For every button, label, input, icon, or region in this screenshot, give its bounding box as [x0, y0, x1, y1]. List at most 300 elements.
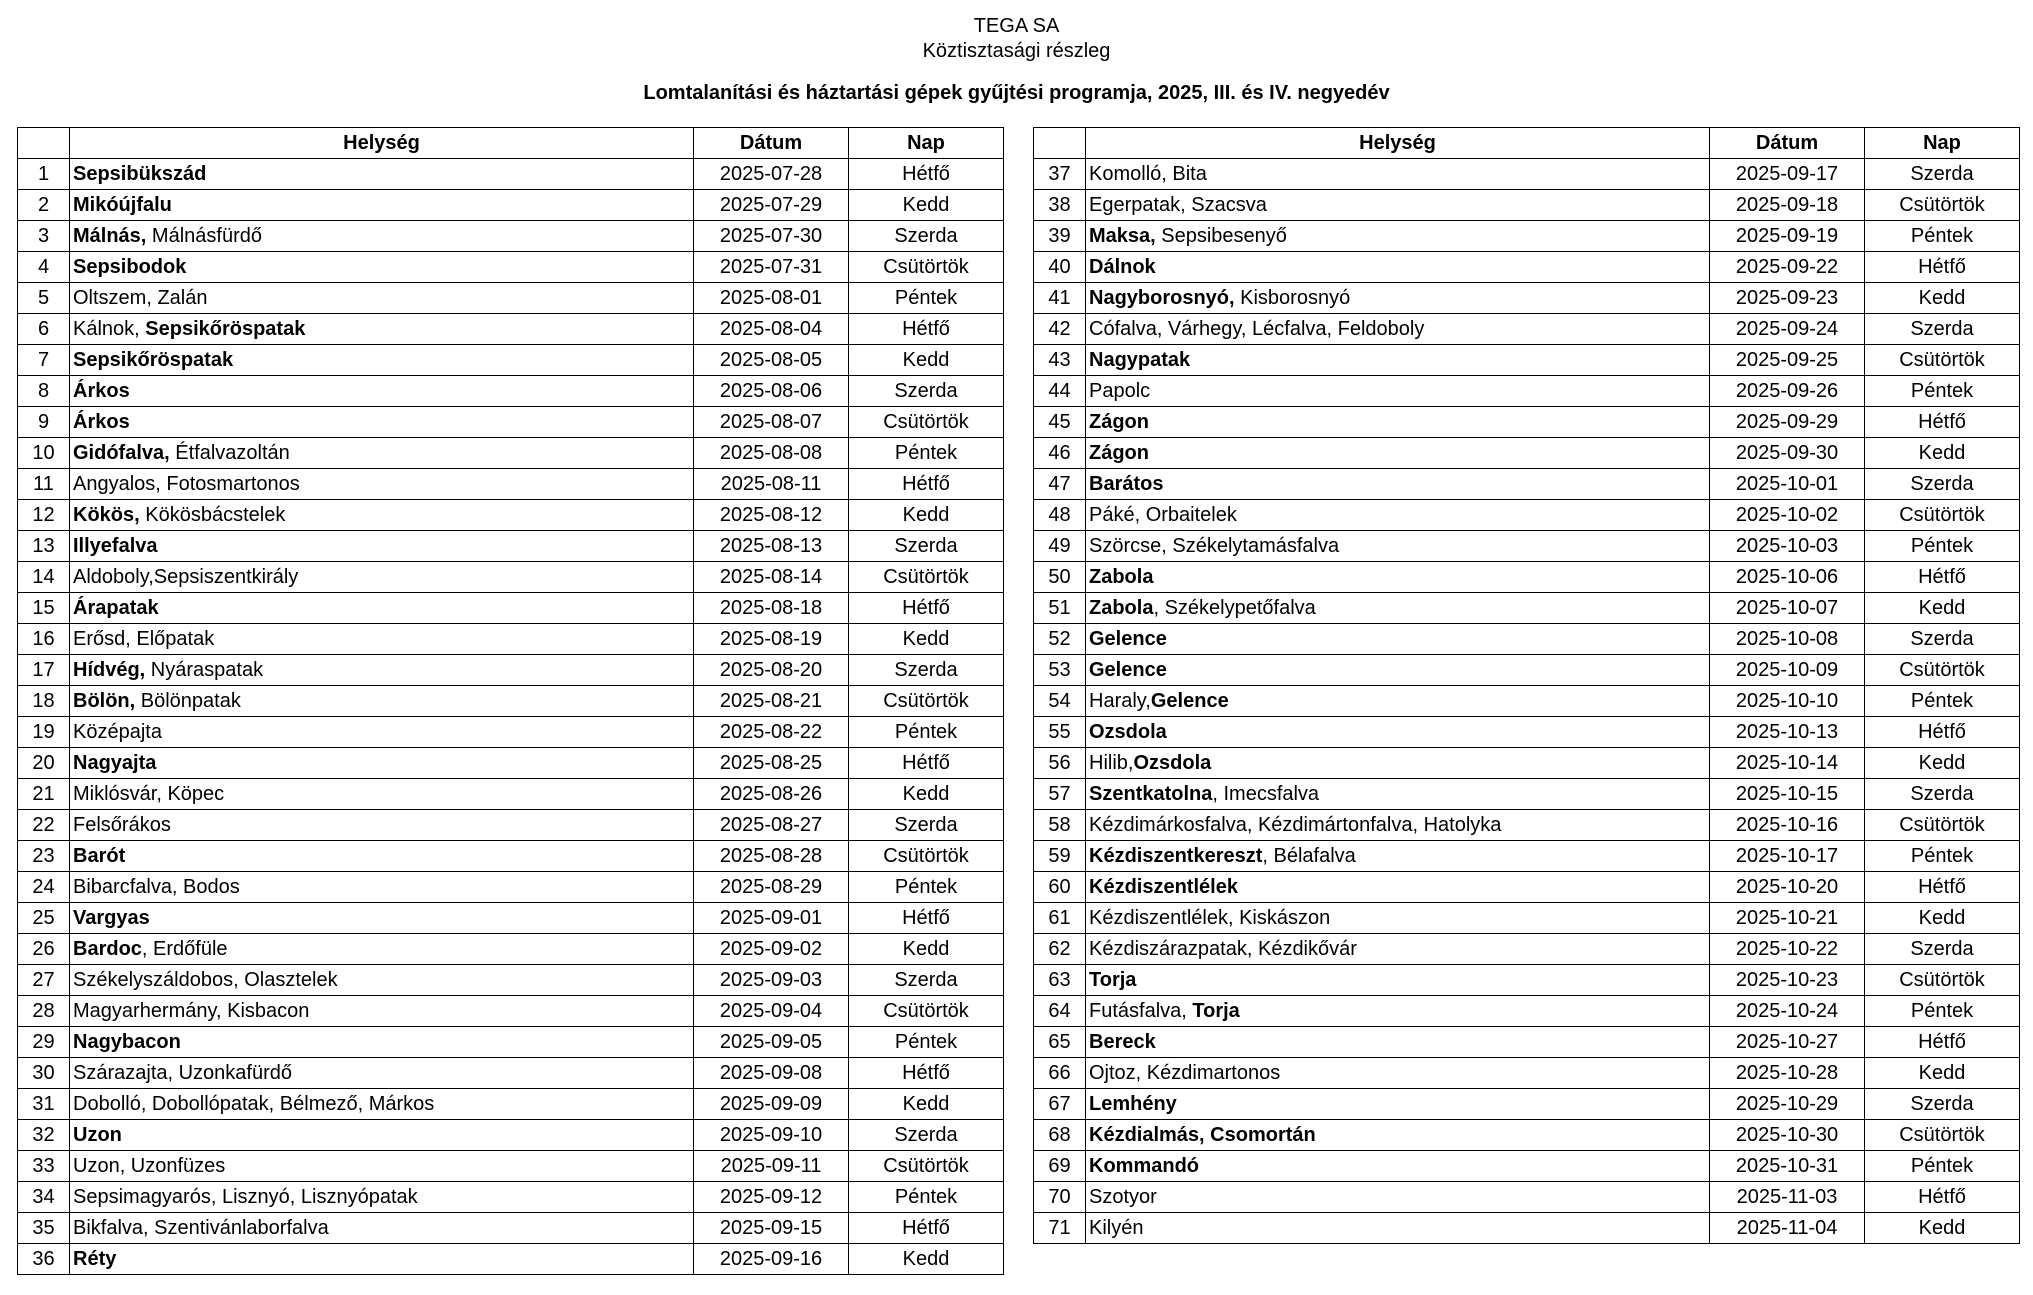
table-row [1034, 593, 2020, 624]
day-cell: Csütörtök [849, 252, 1004, 283]
place-cell [1086, 903, 1710, 934]
date-cell: 2025-09-22 [1710, 252, 1865, 283]
date-cell: 2025-08-01 [694, 283, 849, 314]
day-cell: Szerda [1865, 624, 2020, 655]
column-header-number [1034, 128, 1086, 159]
place-cell [1086, 872, 1710, 903]
row-number: 71 [1034, 1213, 1086, 1244]
table-row [18, 841, 1004, 872]
date-cell: 2025-07-28 [694, 159, 849, 190]
place-name-bold: Kommandó [1089, 1154, 1199, 1177]
place-cell [1086, 159, 1710, 190]
schedule-rows-right [1034, 159, 2020, 1244]
date-cell: 2025-09-25 [1710, 345, 1865, 376]
table-row [18, 717, 1004, 748]
day-cell: Szerda [849, 531, 1004, 562]
place-name: , Imecsfalva [1212, 782, 1320, 805]
date-cell: 2025-10-01 [1710, 469, 1865, 500]
date-cell: 2025-09-18 [1710, 190, 1865, 221]
table-row [18, 221, 1004, 252]
place-name: Nyáraspatak [145, 658, 264, 681]
date-cell: 2025-07-30 [694, 221, 849, 252]
column-header-place: Helység [1086, 128, 1710, 159]
table-row [18, 252, 1004, 283]
place-name-bold: Barátos [1089, 472, 1164, 495]
place-name: Kézdiszentlélek, Kiskászon [1089, 906, 1331, 929]
row-number: 59 [1034, 841, 1086, 872]
place-cell [1086, 779, 1710, 810]
place-name-bold: Hídvég, [73, 658, 146, 681]
place-cell [1086, 624, 1710, 655]
place-name: Étfalvazoltán [169, 441, 290, 464]
date-cell: 2025-09-10 [694, 1120, 849, 1151]
place-name: Kilyén [1089, 1216, 1144, 1239]
place-cell [1086, 1058, 1710, 1089]
place-name-bold: Mikóújfalu [73, 193, 172, 216]
row-number: 68 [1034, 1120, 1086, 1151]
row-number: 39 [1034, 221, 1086, 252]
place-cell [1086, 996, 1710, 1027]
place-name: Aldoboly,Sepsiszentkirály [73, 565, 299, 588]
place-cell [1086, 345, 1710, 376]
row-number: 20 [18, 748, 70, 779]
place-name: Dobolló, Dobollópatak, Bélmező, Márkos [73, 1092, 435, 1115]
table-row [18, 624, 1004, 655]
place-name: Bölönpatak [135, 689, 241, 712]
place-cell [1086, 965, 1710, 996]
row-number: 66 [1034, 1058, 1086, 1089]
place-cell [70, 345, 694, 376]
column-header-day: Nap [849, 128, 1004, 159]
day-cell: Péntek [849, 438, 1004, 469]
day-cell: Péntek [1865, 686, 2020, 717]
place-name: Kökösbácstelek [139, 503, 286, 526]
place-name: Sepsibesenyő [1155, 224, 1287, 247]
place-cell [70, 221, 694, 252]
date-cell: 2025-10-20 [1710, 872, 1865, 903]
place-cell [1086, 314, 1710, 345]
day-cell: Kedd [1865, 748, 2020, 779]
place-name: Futásfalva, [1089, 999, 1193, 1022]
table-row [1034, 345, 2020, 376]
place-name: Ojtoz, Kézdimartonos [1089, 1061, 1281, 1084]
row-number: 45 [1034, 407, 1086, 438]
place-name: Egerpatak, Szacsva [1089, 193, 1267, 216]
place-name: Páké, Orbaitelek [1089, 503, 1237, 526]
place-name-bold: Nagyborosnyó, [1089, 286, 1235, 309]
row-number: 35 [18, 1213, 70, 1244]
place-name-bold: Gelence [1089, 627, 1167, 650]
date-cell: 2025-10-13 [1710, 717, 1865, 748]
day-cell: Péntek [1865, 531, 2020, 562]
row-number: 8 [18, 376, 70, 407]
table-row [18, 996, 1004, 1027]
row-number: 1 [18, 159, 70, 190]
date-cell: 2025-11-03 [1710, 1182, 1865, 1213]
date-cell: 2025-10-30 [1710, 1120, 1865, 1151]
row-number: 69 [1034, 1151, 1086, 1182]
day-cell: Kedd [1865, 1213, 2020, 1244]
row-number: 21 [18, 779, 70, 810]
row-number: 52 [1034, 624, 1086, 655]
date-cell: 2025-10-27 [1710, 1027, 1865, 1058]
day-cell: Kedd [1865, 593, 2020, 624]
place-cell [1086, 1089, 1710, 1120]
day-cell: Hétfő [1865, 717, 2020, 748]
row-number: 37 [1034, 159, 1086, 190]
table-row [18, 500, 1004, 531]
place-cell [70, 965, 694, 996]
row-number: 22 [18, 810, 70, 841]
place-cell [1086, 531, 1710, 562]
table-row [1034, 1089, 2020, 1120]
date-cell: 2025-09-15 [694, 1213, 849, 1244]
table-row [18, 469, 1004, 500]
day-cell: Hétfő [849, 748, 1004, 779]
place-name: Haraly, [1089, 689, 1151, 712]
place-cell [70, 779, 694, 810]
row-number: 42 [1034, 314, 1086, 345]
date-cell: 2025-08-29 [694, 872, 849, 903]
table-row [18, 903, 1004, 934]
day-cell: Péntek [1865, 1151, 2020, 1182]
day-cell: Hétfő [849, 1058, 1004, 1089]
date-cell: 2025-09-26 [1710, 376, 1865, 407]
place-cell [70, 1058, 694, 1089]
place-cell [1086, 1213, 1710, 1244]
place-cell [1086, 934, 1710, 965]
day-cell: Csütörtök [849, 996, 1004, 1027]
date-cell: 2025-09-01 [694, 903, 849, 934]
place-cell [70, 283, 694, 314]
table-row [18, 1058, 1004, 1089]
table-row [18, 748, 1004, 779]
day-cell: Hétfő [1865, 872, 2020, 903]
table-row [18, 376, 1004, 407]
place-name-bold: Gelence [1089, 658, 1167, 681]
place-cell [70, 1213, 694, 1244]
table-row [18, 593, 1004, 624]
table-row [18, 810, 1004, 841]
place-cell [70, 717, 694, 748]
table-row [18, 934, 1004, 965]
place-name: Sepsimagyarós, Lisznyó, Lisznyópatak [73, 1185, 418, 1208]
place-name: Kézdimárkosfalva, Kézdimártonfalva, Hatolyka [1089, 813, 1502, 836]
place-name-bold: Kökös, [73, 503, 140, 526]
row-number: 2 [18, 190, 70, 221]
place-name: Szárazajta, Uzonkafürdő [73, 1061, 293, 1084]
place-name: Angyalos, Fotosmartonos [73, 472, 300, 495]
date-cell: 2025-08-04 [694, 314, 849, 345]
table-row [18, 1244, 1004, 1275]
place-name-bold: Zabola [1089, 565, 1154, 588]
row-number: 7 [18, 345, 70, 376]
column-header-date: Dátum [1710, 128, 1865, 159]
day-cell: Péntek [849, 1182, 1004, 1213]
place-cell [70, 376, 694, 407]
place-cell [1086, 283, 1710, 314]
place-cell [70, 252, 694, 283]
place-cell [1086, 593, 1710, 624]
row-number: 5 [18, 283, 70, 314]
place-name-bold: Dálnok [1089, 255, 1156, 278]
date-cell: 2025-10-31 [1710, 1151, 1865, 1182]
date-cell: 2025-08-13 [694, 531, 849, 562]
date-cell: 2025-09-19 [1710, 221, 1865, 252]
table-row [18, 190, 1004, 221]
date-cell: 2025-09-12 [694, 1182, 849, 1213]
row-number: 30 [18, 1058, 70, 1089]
table-row [1034, 655, 2020, 686]
day-cell: Hétfő [1865, 252, 2020, 283]
place-cell [70, 469, 694, 500]
row-number: 67 [1034, 1089, 1086, 1120]
place-name: Kisborosnyó [1234, 286, 1351, 309]
row-number: 60 [1034, 872, 1086, 903]
place-name-bold: Ozsdola [1133, 751, 1212, 774]
row-number: 3 [18, 221, 70, 252]
schedule-rows-left [18, 159, 1004, 1275]
place-cell [1086, 841, 1710, 872]
row-number: 16 [18, 624, 70, 655]
place-cell [70, 531, 694, 562]
date-cell: 2025-10-17 [1710, 841, 1865, 872]
date-cell: 2025-08-07 [694, 407, 849, 438]
place-name: Szotyor [1089, 1185, 1157, 1208]
place-cell [70, 314, 694, 345]
day-cell: Péntek [1865, 841, 2020, 872]
place-name: Hilib, [1089, 751, 1134, 774]
table-row [1034, 531, 2020, 562]
day-cell: Csütörtök [849, 686, 1004, 717]
day-cell: Csütörtök [1865, 500, 2020, 531]
date-cell: 2025-10-24 [1710, 996, 1865, 1027]
place-name: Bikfalva, Szentivánlaborfalva [73, 1216, 329, 1239]
place-cell [1086, 407, 1710, 438]
table-row [1034, 221, 2020, 252]
place-name-bold: Illyefalva [73, 534, 158, 557]
day-cell: Szerda [1865, 314, 2020, 345]
day-cell: Péntek [1865, 221, 2020, 252]
row-number: 33 [18, 1151, 70, 1182]
row-number: 47 [1034, 469, 1086, 500]
date-cell: 2025-08-05 [694, 345, 849, 376]
day-cell: Csütörtök [849, 562, 1004, 593]
table-row [1034, 996, 2020, 1027]
day-cell: Csütörtök [849, 407, 1004, 438]
day-cell: Szerda [849, 376, 1004, 407]
date-cell: 2025-10-16 [1710, 810, 1865, 841]
date-cell: 2025-08-11 [694, 469, 849, 500]
date-cell: 2025-10-08 [1710, 624, 1865, 655]
row-number: 13 [18, 531, 70, 562]
place-name-bold: Kézdiszentkereszt [1089, 844, 1263, 867]
date-cell: 2025-09-04 [694, 996, 849, 1027]
day-cell: Csütörtök [1865, 1120, 2020, 1151]
row-number: 55 [1034, 717, 1086, 748]
place-name-bold: Sepsikőröspatak [73, 348, 234, 371]
row-number: 62 [1034, 934, 1086, 965]
row-number: 10 [18, 438, 70, 469]
row-number: 6 [18, 314, 70, 345]
row-number: 34 [18, 1182, 70, 1213]
date-cell: 2025-09-09 [694, 1089, 849, 1120]
place-cell [70, 1151, 694, 1182]
place-name-bold: Árkos [73, 379, 130, 402]
place-cell [70, 407, 694, 438]
place-name-bold: Árapatak [73, 596, 159, 619]
date-cell: 2025-09-23 [1710, 283, 1865, 314]
day-cell: Kedd [1865, 903, 2020, 934]
row-number: 24 [18, 872, 70, 903]
place-name: Komolló, Bita [1089, 162, 1207, 185]
place-cell [1086, 469, 1710, 500]
place-name-bold: Zabola [1089, 596, 1154, 619]
row-number: 63 [1034, 965, 1086, 996]
date-cell: 2025-08-20 [694, 655, 849, 686]
day-cell: Szerda [849, 810, 1004, 841]
place-cell [70, 1182, 694, 1213]
day-cell: Szerda [1865, 159, 2020, 190]
row-number: 29 [18, 1027, 70, 1058]
place-cell [70, 500, 694, 531]
date-cell: 2025-09-08 [694, 1058, 849, 1089]
day-cell: Hétfő [849, 903, 1004, 934]
place-cell [1086, 686, 1710, 717]
day-cell: Szerda [849, 965, 1004, 996]
table-row [18, 283, 1004, 314]
table-row [1034, 1027, 2020, 1058]
place-name-bold: Bölön, [73, 689, 136, 712]
row-number: 18 [18, 686, 70, 717]
place-name: Kézdiszárazpatak, Kézdikővár [1089, 937, 1357, 960]
date-cell: 2025-08-18 [694, 593, 849, 624]
row-number: 70 [1034, 1182, 1086, 1213]
row-number: 54 [1034, 686, 1086, 717]
date-cell: 2025-10-21 [1710, 903, 1865, 934]
place-name-bold: Szentkatolna [1089, 782, 1213, 805]
table-row [18, 345, 1004, 376]
row-number: 28 [18, 996, 70, 1027]
table-row [1034, 159, 2020, 190]
place-cell [70, 190, 694, 221]
place-name: , Erdőfüle [141, 937, 228, 960]
day-cell: Csütörtök [849, 841, 1004, 872]
table-row [1034, 1120, 2020, 1151]
place-cell [1086, 655, 1710, 686]
date-cell: 2025-10-15 [1710, 779, 1865, 810]
place-cell [1086, 252, 1710, 283]
row-number: 57 [1034, 779, 1086, 810]
day-cell: Szerda [849, 1120, 1004, 1151]
row-number: 31 [18, 1089, 70, 1120]
table-row [18, 1120, 1004, 1151]
column-header-date: Dátum [694, 128, 849, 159]
table-header-row [1034, 128, 2020, 159]
day-cell: Kedd [849, 934, 1004, 965]
date-cell: 2025-08-27 [694, 810, 849, 841]
place-cell [1086, 190, 1710, 221]
place-cell [1086, 1120, 1710, 1151]
day-cell: Csütörtök [1865, 190, 2020, 221]
place-name-bold: Zágon [1089, 410, 1149, 433]
day-cell: Hétfő [1865, 1027, 2020, 1058]
place-cell [1086, 748, 1710, 779]
row-number: 43 [1034, 345, 1086, 376]
row-number: 61 [1034, 903, 1086, 934]
place-name-bold: Kézdialmás, Csomortán [1089, 1123, 1316, 1146]
column-header-number [18, 128, 70, 159]
row-number: 40 [1034, 252, 1086, 283]
table-row [1034, 903, 2020, 934]
table-row [1034, 841, 2020, 872]
place-name-bold: Bardoc [73, 937, 142, 960]
row-number: 17 [18, 655, 70, 686]
date-cell: 2025-09-03 [694, 965, 849, 996]
place-name-bold: Nagybacon [73, 1030, 181, 1053]
table-row [18, 965, 1004, 996]
date-cell: 2025-09-02 [694, 934, 849, 965]
place-cell [70, 686, 694, 717]
table-row [1034, 934, 2020, 965]
table-row [18, 872, 1004, 903]
place-name: Középajta [73, 720, 162, 743]
table-row [18, 1089, 1004, 1120]
row-number: 12 [18, 500, 70, 531]
row-number: 4 [18, 252, 70, 283]
place-name-bold: Ozsdola [1089, 720, 1167, 743]
place-name: Cófalva, Várhegy, Lécfalva, Feldoboly [1089, 317, 1425, 340]
date-cell: 2025-10-14 [1710, 748, 1865, 779]
place-name: Székelyszáldobos, Olasztelek [73, 968, 338, 991]
table-row [1034, 500, 2020, 531]
table-row [1034, 376, 2020, 407]
day-cell: Szerda [849, 221, 1004, 252]
company-name: TEGA SA [973, 15, 1060, 37]
row-number: 46 [1034, 438, 1086, 469]
place-cell [70, 748, 694, 779]
row-number: 51 [1034, 593, 1086, 624]
day-cell: Szerda [1865, 934, 2020, 965]
day-cell: Péntek [849, 283, 1004, 314]
date-cell: 2025-08-19 [694, 624, 849, 655]
day-cell: Kedd [849, 624, 1004, 655]
place-cell [1086, 438, 1710, 469]
row-number: 49 [1034, 531, 1086, 562]
date-cell: 2025-10-06 [1710, 562, 1865, 593]
row-number: 64 [1034, 996, 1086, 1027]
day-cell: Csütörtök [1865, 345, 2020, 376]
place-name-bold: Árkos [73, 410, 130, 433]
place-name-bold: Sepsibükszád [73, 162, 207, 185]
table-row [1034, 190, 2020, 221]
table-row [1034, 1213, 2020, 1244]
table-row [1034, 1151, 2020, 1182]
row-number: 27 [18, 965, 70, 996]
place-cell [70, 810, 694, 841]
date-cell: 2025-10-02 [1710, 500, 1865, 531]
row-number: 25 [18, 903, 70, 934]
day-cell: Csütörtök [1865, 810, 2020, 841]
document-title: Lomtalanítási és háztartási gépek gyűjtési programja, 2025, III. és IV. negyedév [643, 82, 1390, 104]
row-number: 50 [1034, 562, 1086, 593]
table-row [18, 562, 1004, 593]
day-cell: Szerda [1865, 469, 2020, 500]
table-row [1034, 810, 2020, 841]
table-row [1034, 314, 2020, 345]
schedule-table-right [1033, 127, 2020, 1244]
day-cell: Hétfő [849, 159, 1004, 190]
